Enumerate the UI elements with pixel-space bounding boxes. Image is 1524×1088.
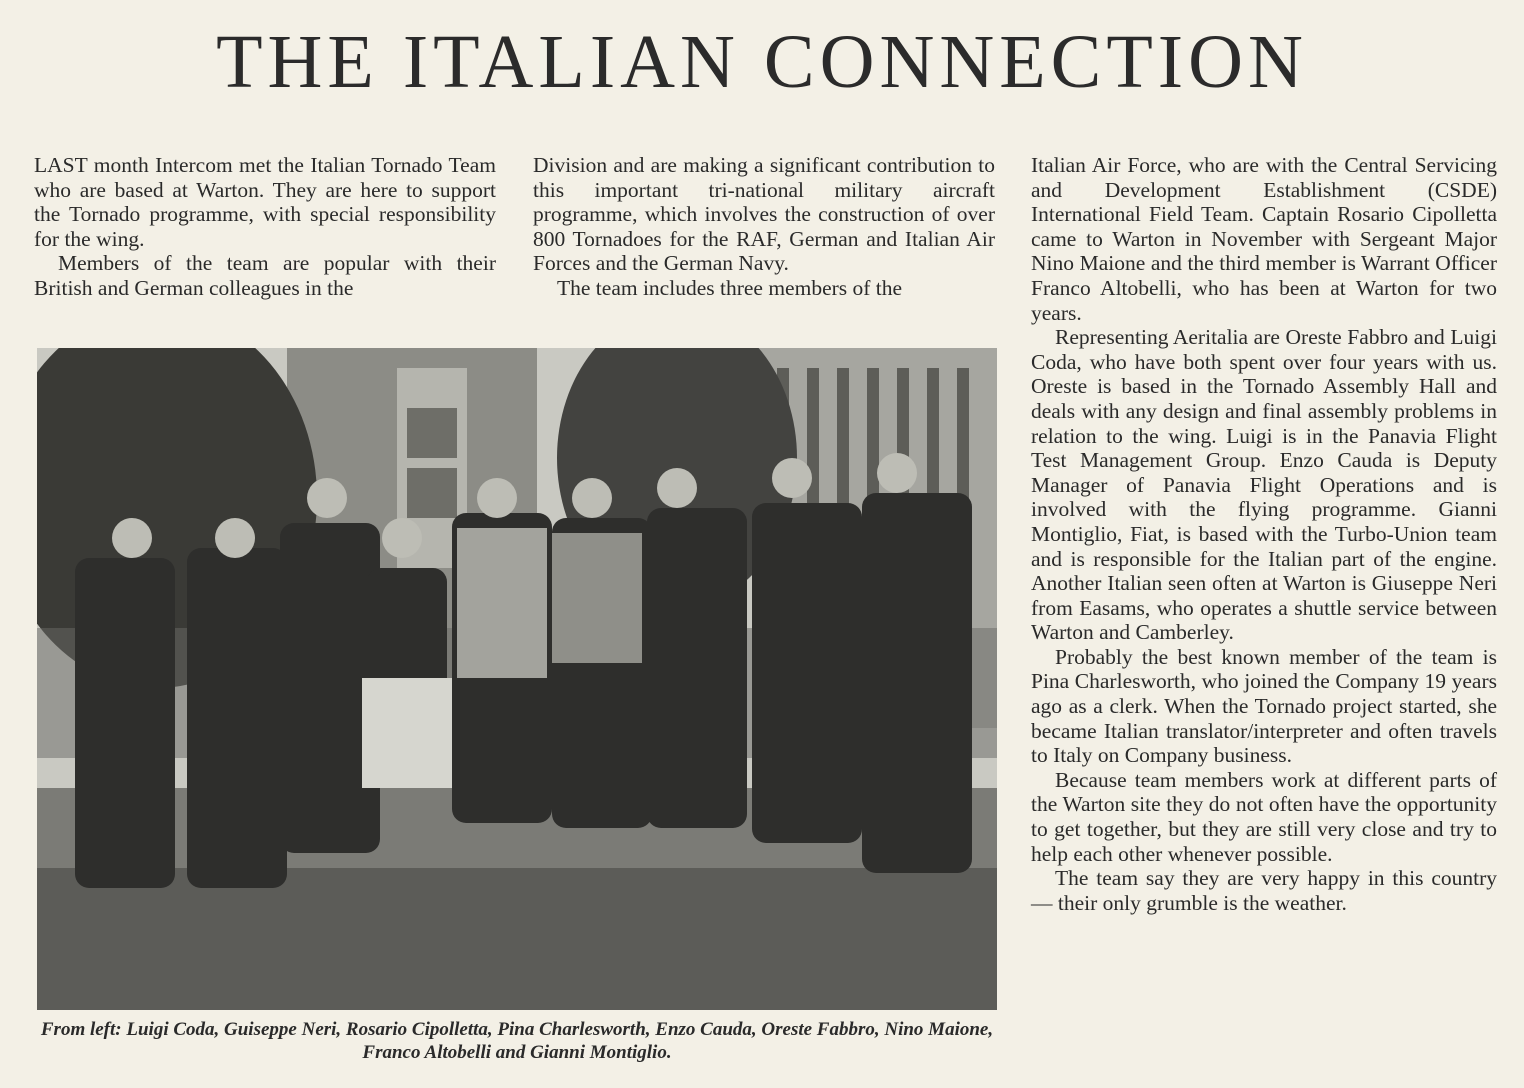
article-column-1 <box>34 153 496 301</box>
team-photo <box>37 348 997 1010</box>
photo-caption: From left: Luigi Coda, Guiseppe Neri, Rosario Cipolletta, Pina Charlesworth, Enzo Cauda, Oreste Fabbro, Nino Maione, Franco Altobelli and Gianni Montiglio. <box>40 1019 994 1063</box>
article-column-3 <box>1031 153 1497 915</box>
team-photo-illustration <box>37 348 997 1010</box>
paragraph: Representing Aeritalia are Oreste Fabbro and Luigi Coda, who have both spent over four years with us. Oreste is based in the Tornado Assembly Hall and deals with any design and final assembly problems in relation to the wing. Luigi is in the Panavia Flight Test Management Group. Enzo Cauda is Deputy Manager of Panavia Flight Operations and is involved with the flying programme. Gianni Montiglio, Fiat, is based with the Turbo-Union team and is responsible for the Italian part of the engine. Another Italian seen often at Warton is Giuseppe Neri from Easams, who operates a shuttle service between Warton and Camberley. <box>1031 325 1497 645</box>
paragraph: The team say they are very happy in this country — their only grumble is the weather. <box>1031 866 1497 915</box>
paragraph: Because team members work at different parts of the Warton site they do not often have the opportunity to get together, but they are still very close and try to help each other whenever possible. <box>1031 767 1497 866</box>
headline: THE ITALIAN CONNECTION <box>216 20 1308 104</box>
paragraph: Italian Air Force, who are with the Central Servicing and Development Establishment (CSDE) International Field Team. Captain Rosario Cipolletta came to Warton in November with Sergeant Major Nino Maione and the third member is Warrant Officer Franco Altobelli, who has been at Warton for two years. <box>1031 153 1497 325</box>
article-column-2 <box>533 153 995 301</box>
paragraph: The team includes three members of the <box>557 275 903 300</box>
paragraph: LAST month Intercom met the Italian Tornado Team who are based at Warton. They are here to support the Tornado programme, with special responsibility for the wing. <box>34 153 496 251</box>
paragraph: Members of the team are popular with their British and German colleagues in the <box>34 251 496 300</box>
paragraph: Division and are making a significant contribution to this important tri-national military aircraft programme, which involves the construction of over 800 Tornadoes for the RAF, German and Italian Air Forces and the German Navy. <box>533 153 995 276</box>
paragraph: Probably the best known member of the team is Pina Charlesworth, who joined the Company 19 years ago as a clerk. When the Tornado project started, she became Italian translator/interpreter and often travels to Italy on Company business. <box>1031 644 1497 768</box>
